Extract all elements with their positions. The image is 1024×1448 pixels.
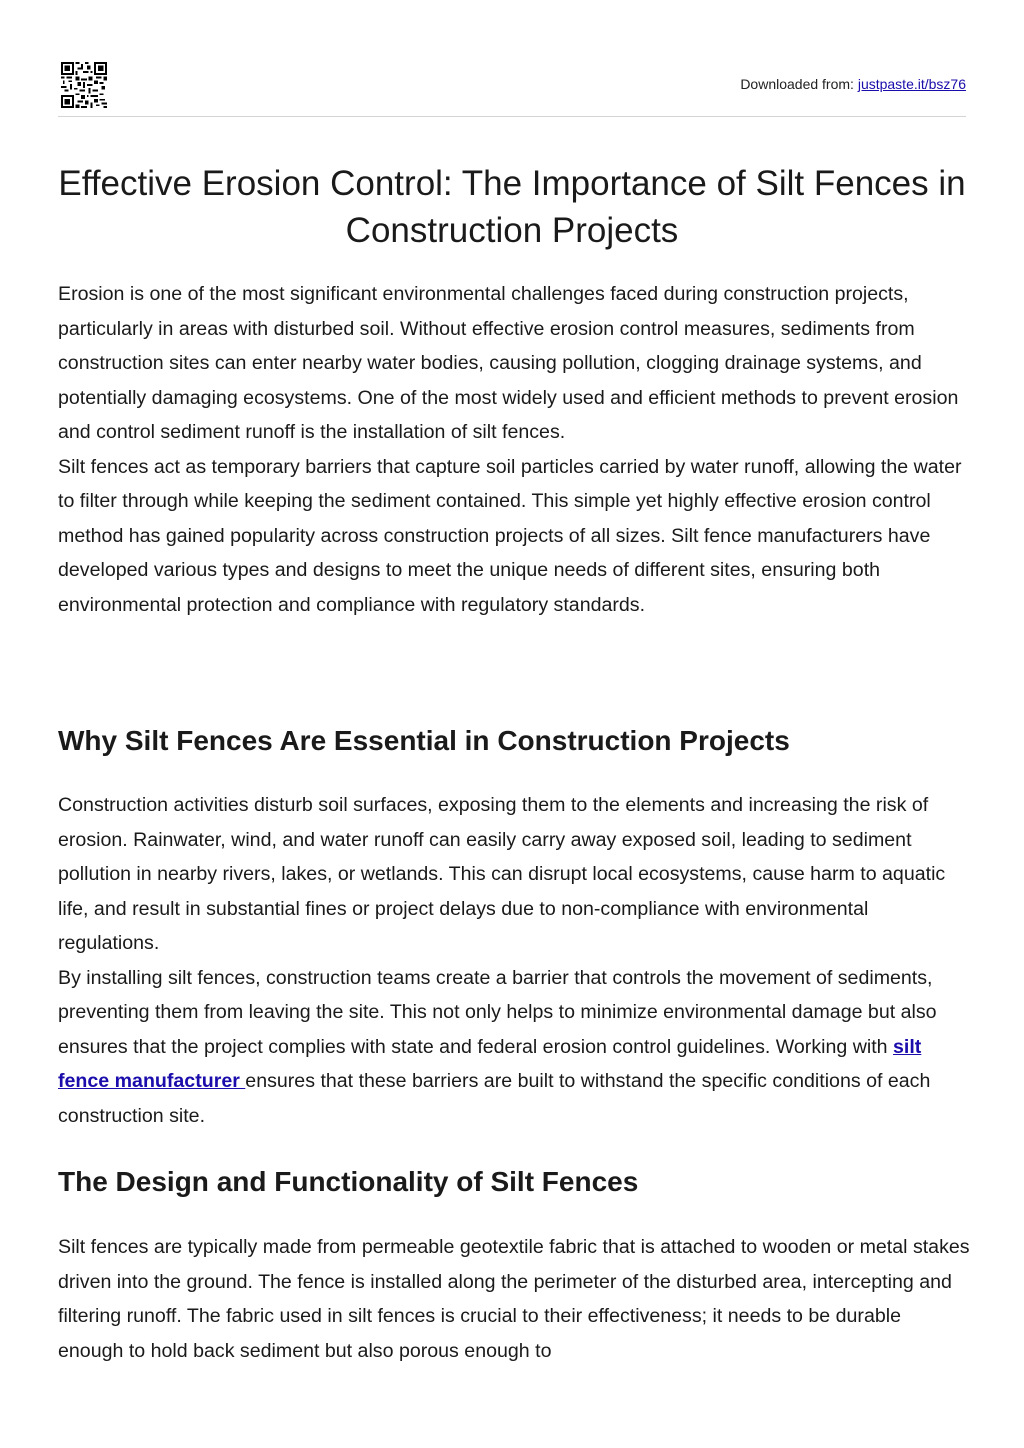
source-link[interactable]: justpaste.it/bsz76 <box>857 76 966 92</box>
silt-fence-manufacturer-link[interactable]: silt fence manufacturer <box>58 1035 922 1092</box>
download-source <box>740 76 966 92</box>
section-design-body <box>58 1230 970 1368</box>
downloaded-from-label: Downloaded from: <box>740 76 854 92</box>
section-design <box>58 1164 970 1200</box>
page-title: Effective Erosion Control: The Importance of Silt Fences in Construction Projects <box>58 164 966 250</box>
intro-section <box>58 277 970 622</box>
qr-code-icon <box>61 62 107 108</box>
design-paragraph-1: Silt fences are typically made from permeable geotextile fabric that is attached to wooden or metal stakes driven into the ground. The fence is installed along the perimeter of the disturbed area, intercepting and filtering runoff. The fabric used in silt fences is crucial to their effectiveness; it needs to be durable enough to hold back sediment but also porous enough to <box>58 1236 970 1362</box>
intro-paragraph-2: Silt fences act as temporary barriers that capture soil particles carried by water runoff, allowing the water to filter through while keeping the sediment contained. This simple yet highly effective erosion control method has gained popularity across construction projects of all sizes. Silt fence manufacturers have developed various types and designs to meet the unique needs of different sites, ensuring both environmental protection and compliance with regulatory standards. <box>58 455 962 616</box>
page-header <box>58 60 966 117</box>
why-essential-paragraph-1: Construction activities disturb soil surfaces, exposing them to the elements and increasing the risk of erosion. Rainwater, wind, and water runoff can easily carry away exposed soil, leading to sediment pollution in nearby rivers, lakes, or wetlands. This can disrupt local ecosystems, cause harm to aquatic life, and result in substantial fines or project delays due to non-compliance with environmental regulations. <box>58 794 946 954</box>
why-essential-paragraph-2 <box>58 961 970 1134</box>
section-heading-why-essential: Why Silt Fences Are Essential in Construction Projects <box>58 725 790 756</box>
intro-paragraph-1: Erosion is one of the most significant environmental challenges faced during construction projects, particularly in areas with disturbed soil. Without effective erosion control measures, sediments from construction sites can enter nearby water bodies, causing pollution, clogging drainage systems, and potentially damaging ecosystems. One of the most widely used and efficient methods to prevent erosion and control sediment runoff is the installation of silt fences. <box>58 283 959 443</box>
section-why-essential-body <box>58 788 970 1133</box>
paragraph-text: By installing silt fences, construction teams create a barrier that controls the movement of sediments, preventing them from leaving the site. This not only helps to minimize environmental damage but also ensures that the project complies with state and federal erosion control guidelines. Working with <box>58 966 937 1058</box>
paragraph-text: ensures that these barriers are built to withstand the specific conditions of each construction site. <box>58 1070 931 1127</box>
section-why-essential <box>58 723 970 759</box>
section-heading-design: The Design and Functionality of Silt Fences <box>58 1166 639 1197</box>
